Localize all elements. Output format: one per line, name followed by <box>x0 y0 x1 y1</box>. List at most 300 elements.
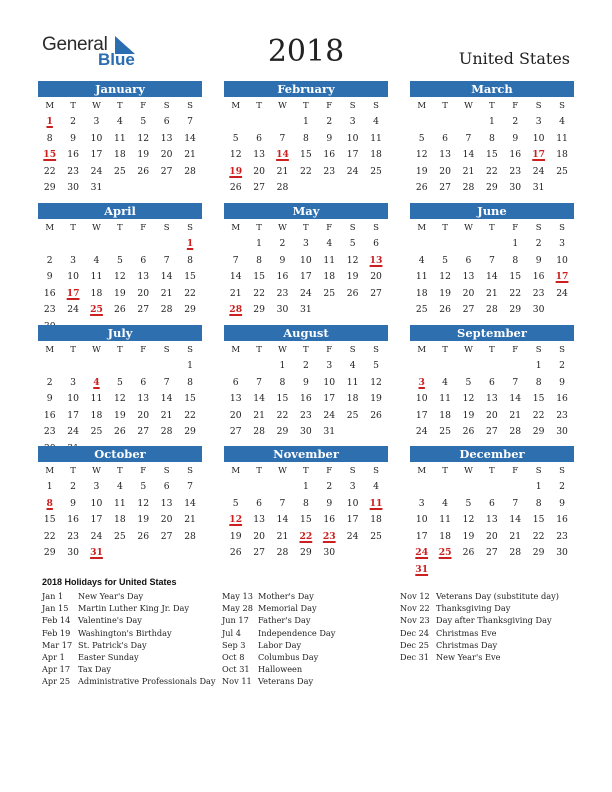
week-row <box>410 424 574 441</box>
day-cell: 20 <box>439 165 451 177</box>
empty-day-cell <box>433 358 456 375</box>
week-row <box>224 114 388 131</box>
weekday-label: T <box>70 223 76 233</box>
week-row <box>38 545 202 562</box>
day-cell: 31 <box>300 304 312 315</box>
weekday-label: F <box>326 101 333 111</box>
weekday-label: F <box>326 345 333 355</box>
holiday-name: St. Patrick's Day <box>78 639 147 650</box>
holiday-item <box>400 627 559 639</box>
holiday-day-cell: 17 <box>555 271 569 282</box>
holiday-item <box>42 651 216 663</box>
day-cell: 10 <box>346 497 359 509</box>
day-cell: 22 <box>486 165 498 177</box>
day-cell: 23 <box>300 409 312 421</box>
empty-day-cell <box>132 545 155 562</box>
day-cell: 15 <box>184 271 196 282</box>
week-row <box>410 529 574 546</box>
holiday-day-cell: 28 <box>229 304 243 315</box>
week-row <box>410 391 574 408</box>
weekday-label: W <box>92 345 101 355</box>
day-cell: 14 <box>509 393 522 404</box>
day-cell: 21 <box>276 530 289 542</box>
day-cell: 14 <box>160 271 173 282</box>
day-cell: 26 <box>439 304 451 315</box>
week-row <box>224 358 388 375</box>
day-cell: 27 <box>462 304 475 315</box>
day-cell: 8 <box>512 254 519 266</box>
weekday-label: T <box>117 223 123 233</box>
holiday-name: Tax Day <box>78 664 111 675</box>
day-cell: 11 <box>439 514 451 525</box>
weekday-label: M <box>417 466 427 476</box>
day-cell: 10 <box>90 497 103 509</box>
day-cell: 30 <box>67 547 79 558</box>
month-header: March <box>410 81 574 97</box>
day-cell: 4 <box>93 254 100 266</box>
day-cell: 25 <box>114 165 126 177</box>
weekday-label: S <box>349 223 356 233</box>
week-row <box>38 253 202 270</box>
day-cell: 9 <box>559 497 565 509</box>
month-header: June <box>410 203 574 219</box>
day-cell: 17 <box>415 409 428 421</box>
weekday-label: S <box>187 345 193 355</box>
day-cell: 28 <box>486 304 498 315</box>
week-row <box>224 131 388 148</box>
month-header: January <box>38 81 202 97</box>
holiday-name: Mother's Day <box>258 591 314 601</box>
empty-day-cell <box>457 114 480 131</box>
day-cell: 5 <box>116 376 123 388</box>
day-cell: 9 <box>326 497 333 509</box>
day-cell: 2 <box>70 481 77 492</box>
day-cell: 9 <box>512 132 519 144</box>
holiday-date: Oct 8 <box>222 651 245 662</box>
empty-day-cell <box>457 236 480 253</box>
day-cell: 21 <box>276 165 289 177</box>
holiday-name: Easter Sunday <box>78 651 139 662</box>
day-cell: 25 <box>556 165 568 177</box>
week-row <box>410 180 574 197</box>
weekday-label: S <box>559 223 565 233</box>
day-cell: 4 <box>442 376 449 388</box>
holiday-date: Apr 25 <box>42 676 71 687</box>
day-cell: 16 <box>323 149 336 160</box>
week-row <box>224 302 388 319</box>
day-cell: 23 <box>67 165 79 177</box>
day-cell: 29 <box>509 304 522 315</box>
day-cell: 5 <box>140 116 147 127</box>
weekday-label: S <box>373 223 379 233</box>
week-row <box>410 147 574 164</box>
weekday-header-row <box>410 464 574 479</box>
day-cell: 11 <box>114 497 126 509</box>
day-cell: 9 <box>559 376 565 388</box>
holiday-date: May 13 <box>222 591 253 601</box>
week-row <box>38 236 202 253</box>
day-cell: 28 <box>509 547 522 558</box>
day-cell: 21 <box>486 287 498 299</box>
day-cell: 19 <box>462 530 475 542</box>
day-cell: 21 <box>184 514 196 525</box>
day-cell: 21 <box>184 149 196 160</box>
weekday-label: T <box>442 345 448 355</box>
week-row <box>410 562 574 579</box>
empty-day-cell <box>108 180 131 197</box>
day-cell: 6 <box>488 376 495 388</box>
weekday-label: S <box>559 466 565 476</box>
day-cell: 25 <box>90 426 103 437</box>
day-cell: 14 <box>486 271 498 282</box>
day-cell: 22 <box>300 165 312 177</box>
day-cell: 10 <box>556 254 568 266</box>
day-cell: 10 <box>323 376 336 388</box>
empty-day-cell <box>341 545 364 562</box>
calendar-year: 2018 <box>267 34 345 69</box>
holiday-date: May 28 <box>222 603 253 614</box>
day-cell: 17 <box>346 514 359 525</box>
empty-day-cell <box>457 562 480 579</box>
day-cell: 11 <box>415 271 428 282</box>
weekday-header-row <box>224 343 388 358</box>
day-cell: 17 <box>346 149 359 160</box>
day-cell: 18 <box>323 271 336 282</box>
weekday-label: T <box>256 466 262 476</box>
empty-day-cell <box>155 358 178 375</box>
day-cell: 25 <box>415 304 428 315</box>
day-cell: 23 <box>67 530 79 542</box>
day-cell: 19 <box>114 287 126 299</box>
day-cell: 7 <box>279 497 286 509</box>
holiday-date: Nov 12 <box>400 591 430 601</box>
day-cell: 26 <box>346 287 359 299</box>
day-cell: 5 <box>232 132 239 144</box>
day-cell: 6 <box>256 132 263 144</box>
weekday-label: T <box>256 101 262 111</box>
day-cell: 2 <box>559 360 565 371</box>
day-cell: 13 <box>137 271 150 282</box>
day-cell: 12 <box>462 393 475 404</box>
day-cell: 7 <box>163 376 170 388</box>
weekday-label: F <box>140 101 147 111</box>
holiday-item <box>222 663 335 675</box>
holiday-item <box>222 614 335 626</box>
day-cell: 6 <box>140 376 147 388</box>
day-cell: 3 <box>302 238 309 249</box>
day-cell: 27 <box>370 287 382 299</box>
day-cell: 11 <box>90 393 103 404</box>
day-cell: 19 <box>137 149 150 160</box>
day-cell: 31 <box>323 426 336 437</box>
week-row <box>38 529 202 546</box>
holiday-day-cell: 25 <box>438 547 452 558</box>
weekday-label: F <box>512 466 519 476</box>
day-cell: 12 <box>229 149 242 160</box>
day-cell: 24 <box>67 304 79 315</box>
empty-day-cell <box>178 180 201 197</box>
holiday-day-cell: 1 <box>46 116 53 127</box>
weekday-label: T <box>489 101 495 111</box>
empty-day-cell <box>433 114 456 131</box>
weekday-label: S <box>535 223 542 233</box>
day-cell: 13 <box>137 393 150 404</box>
week-row <box>224 253 388 270</box>
holiday-date: Jan 15 <box>42 603 69 614</box>
day-cell: 7 <box>512 497 519 509</box>
weekday-label: T <box>489 223 495 233</box>
day-cell: 10 <box>346 132 359 144</box>
day-cell: 19 <box>439 287 451 299</box>
day-cell: 11 <box>370 132 382 144</box>
day-cell: 30 <box>67 182 79 193</box>
weekday-label: W <box>278 466 287 476</box>
weekday-label: W <box>278 345 287 355</box>
weekday-label: T <box>489 466 495 476</box>
day-cell: 28 <box>253 426 265 437</box>
day-cell: 9 <box>46 393 53 404</box>
week-row <box>38 269 202 286</box>
day-cell: 4 <box>442 497 449 509</box>
day-cell: 23 <box>323 165 336 177</box>
holiday-item <box>222 627 335 639</box>
day-cell: 27 <box>253 547 265 558</box>
day-cell: 6 <box>465 254 472 266</box>
holiday-date: Mar 17 <box>42 639 73 650</box>
empty-day-cell <box>38 358 61 375</box>
day-cell: 12 <box>462 514 475 525</box>
week-row <box>410 358 574 375</box>
day-cell: 5 <box>373 360 379 371</box>
day-cell: 20 <box>370 271 382 282</box>
day-cell: 26 <box>462 426 475 437</box>
day-cell: 3 <box>349 116 356 127</box>
weekday-label: T <box>117 345 123 355</box>
week-row <box>224 164 388 181</box>
empty-day-cell <box>550 180 573 197</box>
empty-day-cell <box>341 302 364 319</box>
day-cell: 12 <box>137 497 150 509</box>
day-cell: 28 <box>160 304 173 315</box>
day-cell: 10 <box>415 393 428 404</box>
day-cell: 20 <box>137 409 150 421</box>
weekday-label: S <box>535 345 542 355</box>
holiday-date: Apr 1 <box>42 651 65 662</box>
week-row <box>410 479 574 496</box>
day-cell: 6 <box>442 132 449 144</box>
day-cell: 25 <box>370 165 382 177</box>
weekday-label: F <box>512 345 519 355</box>
day-cell: 5 <box>465 376 472 388</box>
weekday-label: M <box>417 223 427 233</box>
week-row <box>38 286 202 303</box>
holiday-date: Nov 22 <box>400 603 430 614</box>
empty-day-cell <box>480 479 503 496</box>
day-cell: 20 <box>486 530 498 542</box>
day-cell: 14 <box>184 497 196 509</box>
day-cell: 3 <box>70 376 77 388</box>
weekday-label: W <box>92 223 101 233</box>
day-cell: 31 <box>532 182 545 193</box>
day-cell: 5 <box>116 254 123 266</box>
day-cell: 13 <box>253 149 265 160</box>
day-cell: 4 <box>559 116 565 127</box>
weekday-label: F <box>512 101 519 111</box>
day-cell: 18 <box>556 149 568 160</box>
day-cell: 19 <box>462 409 475 421</box>
day-cell: 2 <box>326 116 333 127</box>
day-cell: 9 <box>535 254 542 266</box>
day-cell: 1 <box>256 238 263 249</box>
week-row <box>224 147 388 164</box>
month-header: December <box>410 446 574 462</box>
day-cell: 22 <box>532 530 545 542</box>
weekday-label: S <box>373 466 379 476</box>
holiday-column <box>222 590 335 688</box>
day-cell: 27 <box>160 165 173 177</box>
empty-day-cell <box>108 545 131 562</box>
week-row <box>410 286 574 303</box>
weekday-label: S <box>163 466 170 476</box>
day-cell: 21 <box>160 287 173 299</box>
holiday-date: Feb 19 <box>42 627 71 638</box>
holiday-day-cell: 15 <box>43 149 57 160</box>
day-cell: 15 <box>300 514 312 525</box>
week-row <box>224 269 388 286</box>
empty-day-cell <box>155 545 178 562</box>
day-cell: 2 <box>326 481 333 492</box>
day-cell: 17 <box>323 393 336 404</box>
holiday-column <box>42 590 216 688</box>
day-cell: 30 <box>556 547 568 558</box>
day-cell: 20 <box>253 165 265 177</box>
day-cell: 16 <box>43 287 56 299</box>
weekday-label: T <box>256 223 262 233</box>
day-cell: 3 <box>559 238 565 249</box>
day-cell: 5 <box>349 238 356 249</box>
holiday-name: Veterans Day (substitute day) <box>436 591 559 601</box>
day-cell: 8 <box>302 132 309 144</box>
holiday-day-cell: 31 <box>90 547 103 558</box>
week-row <box>38 164 202 181</box>
day-cell: 13 <box>486 514 498 525</box>
day-cell: 4 <box>349 360 356 371</box>
day-cell: 26 <box>137 530 150 542</box>
weekday-header-row <box>410 343 574 358</box>
day-cell: 21 <box>509 409 522 421</box>
day-cell: 12 <box>370 376 382 388</box>
month-august <box>224 325 388 441</box>
weekday-label: S <box>163 345 170 355</box>
holiday-day-cell: 24 <box>415 547 429 558</box>
weekday-label: T <box>256 345 262 355</box>
weekday-header-row <box>410 99 574 114</box>
day-cell: 20 <box>229 409 242 421</box>
day-cell: 3 <box>326 360 333 371</box>
day-cell: 23 <box>532 287 545 299</box>
day-cell: 26 <box>137 165 150 177</box>
day-cell: 25 <box>346 409 359 421</box>
day-cell: 9 <box>302 376 309 388</box>
month-november <box>224 446 388 562</box>
holiday-date: Dec 24 <box>400 627 430 638</box>
day-cell: 3 <box>93 481 100 492</box>
holiday-name: Martin Luther King Jr. Day <box>78 603 190 614</box>
day-cell: 26 <box>114 426 126 437</box>
day-cell: 10 <box>300 254 312 266</box>
day-cell: 3 <box>418 497 425 509</box>
holiday-date: Apr 17 <box>42 664 71 675</box>
holiday-item <box>400 651 559 663</box>
calendar-country: United States <box>458 49 570 68</box>
day-cell: 6 <box>256 497 263 509</box>
day-cell: 20 <box>160 514 173 525</box>
holiday-item <box>400 639 559 651</box>
holidays-title: 2018 Holidays for United States <box>42 577 177 587</box>
day-cell: 20 <box>137 287 150 299</box>
day-cell: 26 <box>229 547 242 558</box>
day-cell: 15 <box>276 393 289 404</box>
holiday-day-cell: 8 <box>46 497 53 509</box>
day-cell: 5 <box>140 481 147 492</box>
empty-day-cell <box>364 302 387 319</box>
week-row <box>38 408 202 425</box>
week-row <box>410 545 574 562</box>
holiday-date: Dec 31 <box>400 651 430 662</box>
day-cell: 30 <box>300 426 312 437</box>
empty-day-cell <box>108 358 131 375</box>
week-row <box>38 424 202 441</box>
weekday-label: F <box>140 345 147 355</box>
empty-day-cell <box>341 180 364 197</box>
empty-day-cell <box>364 180 387 197</box>
week-row <box>38 180 202 197</box>
day-cell: 12 <box>114 393 126 404</box>
day-cell: 8 <box>488 132 495 144</box>
weekday-label: M <box>417 101 427 111</box>
weekday-label: M <box>231 101 241 111</box>
weekday-label: F <box>140 466 147 476</box>
holiday-date: Jan 1 <box>42 591 64 601</box>
holiday-item <box>222 675 335 687</box>
day-cell: 13 <box>486 393 498 404</box>
day-cell: 13 <box>160 497 173 509</box>
empty-day-cell <box>155 180 178 197</box>
empty-day-cell <box>341 424 364 441</box>
day-cell: 24 <box>346 530 359 542</box>
day-cell: 7 <box>279 132 286 144</box>
weekday-label: S <box>559 101 565 111</box>
holiday-name: Memorial Day <box>258 603 317 614</box>
day-cell: 1 <box>302 116 309 127</box>
day-cell: 7 <box>488 254 495 266</box>
day-cell: 12 <box>114 271 126 282</box>
day-cell: 27 <box>253 182 265 193</box>
day-cell: 2 <box>535 238 542 249</box>
day-cell: 15 <box>509 271 522 282</box>
day-cell: 1 <box>46 481 53 492</box>
day-cell: 28 <box>160 426 173 437</box>
holiday-name: Christmas Day <box>436 639 498 650</box>
day-cell: 8 <box>535 497 542 509</box>
day-cell: 14 <box>160 393 173 404</box>
day-cell: 22 <box>184 409 196 421</box>
day-cell: 25 <box>114 530 126 542</box>
day-cell: 15 <box>184 393 196 404</box>
week-row <box>224 408 388 425</box>
day-cell: 5 <box>232 497 239 509</box>
day-cell: 16 <box>43 409 56 421</box>
